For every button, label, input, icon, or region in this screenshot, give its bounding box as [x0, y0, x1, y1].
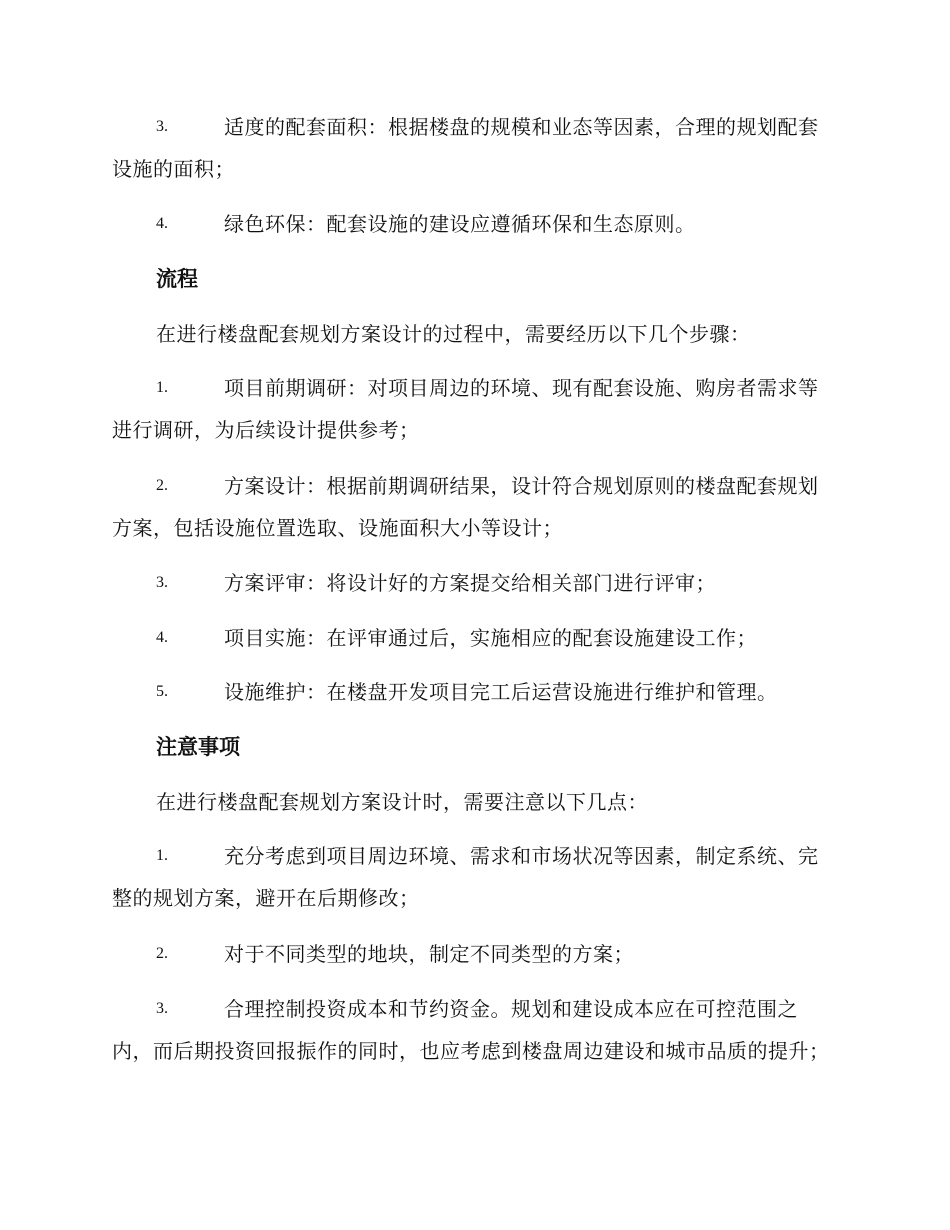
list-item	[112, 835, 834, 919]
list-text: 项目前期调研：对项目周边的环境、现有配套设施、购房者需求等进行调研，为后续设计提供参考；	[112, 376, 819, 442]
list-text: 方案设计：根据前期调研结果，设计符合规划原则的楼盘配套规划方案，包括设施位置选取、设施面积大小等设计；	[112, 474, 819, 540]
list-text: 适度的配套面积：根据楼盘的规模和业态等因素，合理的规划配套设施的面积；	[112, 115, 819, 181]
list-text: 设施维护：在楼盘开发项目完工后运营设施进行维护和管理。	[224, 680, 778, 704]
list-number: 4.	[156, 629, 168, 646]
list-item	[112, 671, 834, 713]
list-text: 项目实施：在评审通过后，实施相应的配套设施建设工作；	[224, 626, 757, 650]
list-item	[112, 106, 834, 190]
list-number: 1.	[156, 847, 168, 864]
list-item	[112, 562, 834, 604]
section-intro-process: 在进行楼盘配套规划方案设计的过程中，需要经历以下几个步骤：	[156, 322, 751, 346]
list-number: 3.	[156, 574, 168, 591]
list-number: 2.	[156, 945, 168, 962]
list-number: 1.	[156, 379, 168, 396]
list-item	[112, 988, 834, 1072]
list-item	[112, 465, 834, 549]
list-number: 3.	[156, 1000, 168, 1017]
list-text: 方案评审：将设计好的方案提交给相关部门进行评审；	[224, 571, 716, 595]
list-number: 5.	[156, 683, 168, 700]
section-intro-notes: 在进行楼盘配套规划方案设计时，需要注意以下几点：	[156, 790, 648, 814]
list-text: 合理控制投资成本和节约资金。规划和建设成本应在可控范围之内，而后期投资回报振作的同时，也应考虑到楼盘周边建设和城市品质的提升；	[112, 997, 830, 1063]
list-text: 对于不同类型的地块，制定不同类型的方案；	[224, 942, 634, 966]
list-number: 3.	[156, 118, 168, 135]
list-item	[112, 367, 834, 451]
section-heading-notes: 注意事项	[156, 735, 240, 759]
list-item	[112, 933, 834, 975]
list-number: 2.	[156, 477, 168, 494]
list-text: 充分考虑到项目周边环境、需求和市场状况等因素，制定系统、完整的规划方案，避开在后期修改；	[112, 844, 819, 910]
list-item	[112, 203, 834, 245]
list-text: 绿色环保：配套设施的建设应遵循环保和生态原则。	[224, 212, 696, 236]
section-heading-process: 流程	[156, 267, 198, 291]
list-item	[112, 617, 834, 659]
list-number: 4.	[156, 215, 168, 232]
